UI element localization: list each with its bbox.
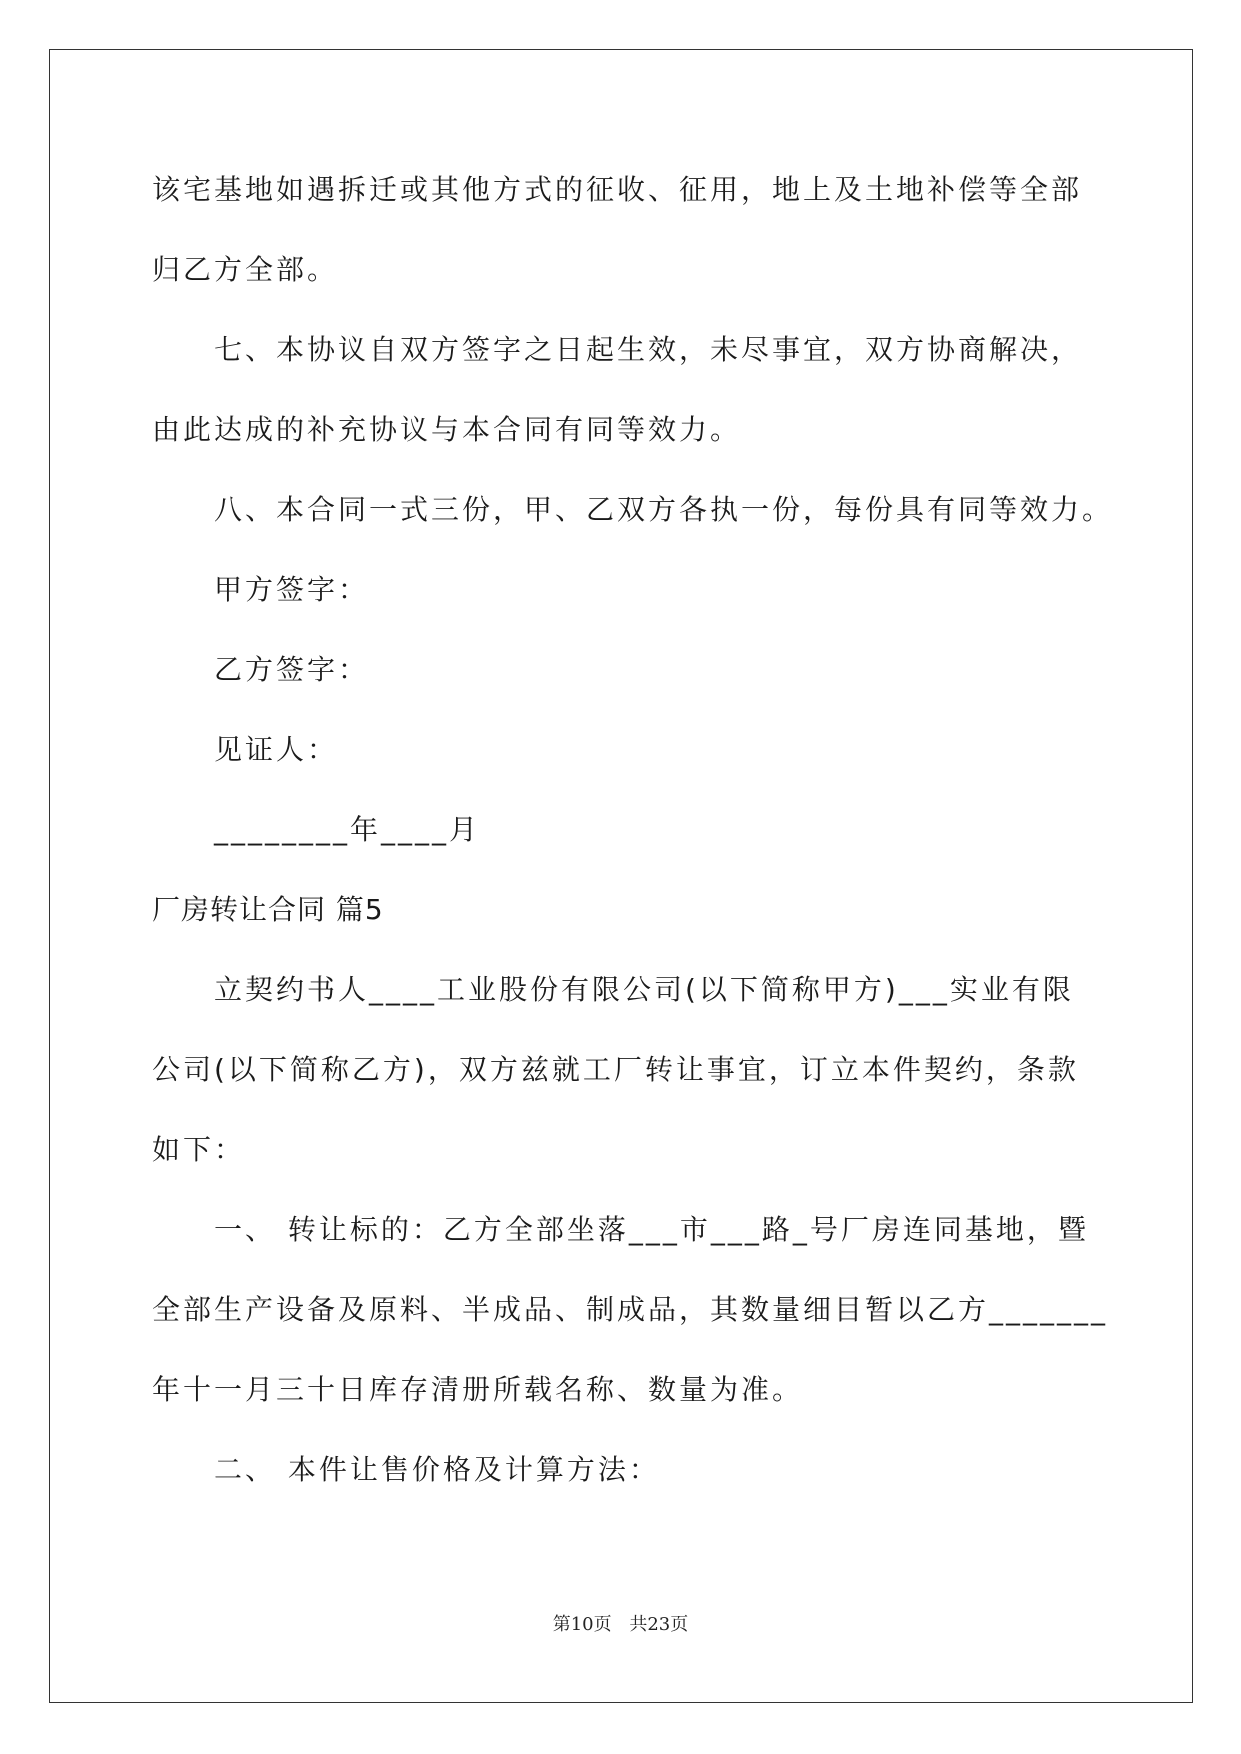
section-heading: 厂房转让合同 篇5 [152,893,384,926]
paragraph-line: 由此达成的补充协议与本合同有同等效力。 [152,413,742,446]
paragraph-line: 该宅基地如遇拆迁或其他方式的征收、征用，地上及土地补偿等全部 [152,173,1083,206]
page-footer [0,1610,1241,1636]
date-line: ________年____月 [214,813,481,846]
clause-two: 二、 本件让售价格及计算方法： [214,1453,660,1486]
paragraph-line: 年十一月三十日库存清册所载名称、数量为准。 [152,1373,804,1406]
page-total: 共23页 [629,1614,689,1635]
paragraph-line: 归乙方全部。 [152,253,339,286]
clause-eight: 八、本合同一式三份，甲、乙双方各执一份，每份具有同等效力。 [214,493,1114,526]
page-number: 第10页 [552,1614,612,1635]
clause-seven: 七、本协议自双方签字之日起生效，未尽事宜，双方协商解决， [214,333,1083,366]
paragraph-line: 公司(以下简称乙方)，双方兹就工厂转让事宜，订立本件契约，条款 [152,1053,1079,1086]
party-b-signature: 乙方签字： [214,653,370,686]
paragraph-line: 全部生产设备及原料、半成品、制成品，其数量细目暂以乙方_______ [152,1293,1109,1326]
paragraph-line: 立契约书人____工业股份有限公司(以下简称甲方)___实业有限 [214,973,1074,1006]
paragraph-line: 如下： [152,1133,246,1166]
document-body [152,162,1114,1522]
party-a-signature: 甲方签字： [214,573,370,606]
clause-one: 一、 转让标的：乙方全部坐落___市___路_号厂房连同基地，暨 [214,1213,1089,1246]
witness-signature: 见证人： [214,733,339,766]
